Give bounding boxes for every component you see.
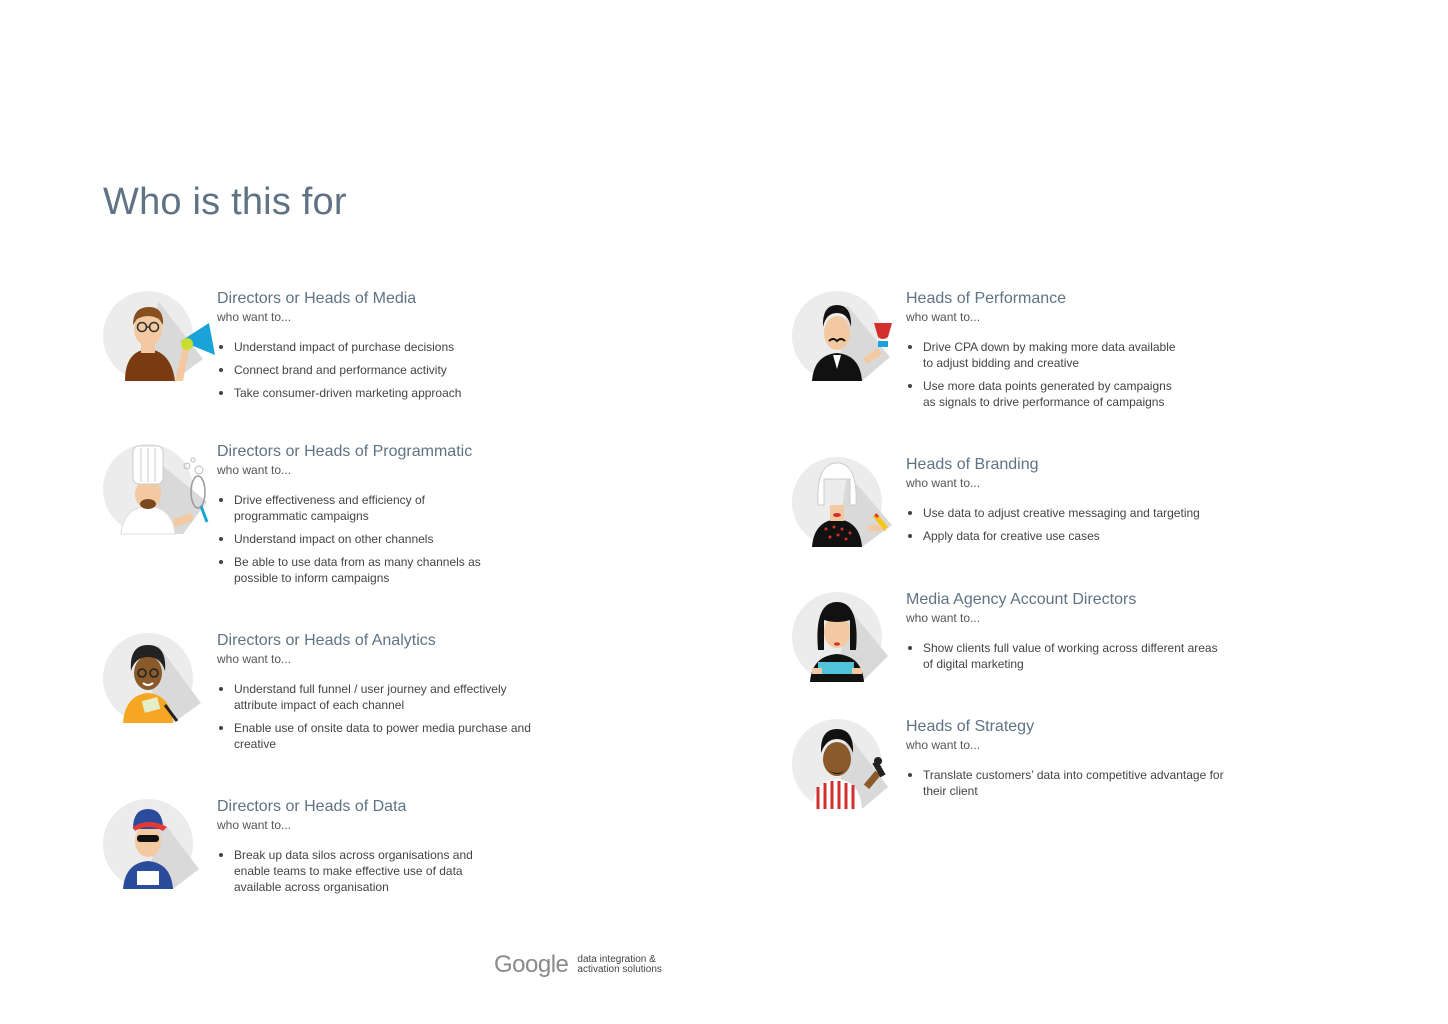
goal-item: Drive effectiveness and efficiency of programmatic campaigns: [217, 492, 444, 524]
goal-item: Drive CPA down by making more data available to adjust bidding and creative: [906, 339, 1185, 371]
persona-role: Directors or Heads of Data: [217, 798, 407, 815]
persona-want: who want to...: [217, 652, 292, 666]
goal-item: Translate customers’ data into competitive advantage for their client: [906, 767, 1238, 799]
persona-want: who want to...: [217, 463, 292, 477]
footer-subtitle: [577, 955, 662, 975]
persona-role: Directors or Heads of Analytics: [217, 632, 436, 649]
person-with-pencil-icon: [792, 455, 904, 550]
google-logo: Google: [494, 951, 569, 978]
goal-item: Understand impact of purchase decisions: [217, 339, 537, 355]
goals-list: [906, 505, 1226, 544]
persona-role: Heads of Branding: [906, 456, 1039, 473]
page-title: Who is this for: [103, 181, 347, 223]
persona-want: who want to...: [906, 310, 981, 324]
person-with-megaphone-icon: [103, 289, 215, 384]
persona-want: who want to...: [906, 738, 981, 752]
goal-item: Understand impact on other channels: [217, 531, 537, 547]
footer-line-1: data integration &: [577, 954, 656, 965]
persona-role: Heads of Strategy: [906, 718, 1035, 735]
goals-list: [217, 339, 537, 401]
goal-item: Use data to adjust creative messaging and targeting: [906, 505, 1226, 521]
goals-list: [217, 492, 537, 586]
person-with-chess-piece-icon: [792, 717, 904, 812]
chef-with-whisk-icon: [103, 442, 215, 537]
goal-item: Use more data points generated by campaigns as signals to drive performance of campaigns: [906, 378, 1185, 410]
persona-want: who want to...: [217, 818, 292, 832]
person-with-money-icon: [103, 631, 215, 726]
persona-want: who want to...: [906, 611, 981, 625]
goal-item: Be able to use data from as many channels as possible to inform campaigns: [217, 554, 496, 586]
goals-list: [906, 767, 1226, 799]
persona-want: who want to...: [906, 476, 981, 490]
person-with-cap-icon: [103, 797, 215, 892]
person-with-tablet-icon: [792, 590, 904, 685]
goal-item: Enable use of onsite data to power media purchase and creative: [217, 720, 534, 752]
persona-role: Heads of Performance: [906, 290, 1067, 307]
goals-list: [217, 847, 537, 895]
persona-want: who want to...: [217, 310, 292, 324]
footer-branding: [494, 951, 662, 979]
goal-item: Apply data for creative use cases: [906, 528, 1226, 544]
goals-list: [217, 681, 537, 752]
goal-item: Break up data silos across organisations and enable teams to make effective use of data available across organisation: [217, 847, 490, 895]
goal-item: Take consumer-driven marketing approach: [217, 385, 537, 401]
goals-list: [906, 640, 1226, 672]
goal-item: Understand full funnel / user journey and effectively attribute impact of each channel: [217, 681, 534, 713]
footer-line-2: activation solutions: [577, 964, 662, 975]
persona-role: Media Agency Account Directors: [906, 591, 1137, 608]
person-with-trophy-icon: [792, 289, 904, 384]
persona-role: Directors or Heads of Programmatic: [217, 443, 473, 460]
goal-item: Show clients full value of working across different areas of digital marketing: [906, 640, 1228, 672]
goals-list: [906, 339, 1226, 410]
persona-role: Directors or Heads of Media: [217, 290, 417, 307]
goal-item: Connect brand and performance activity: [217, 362, 537, 378]
